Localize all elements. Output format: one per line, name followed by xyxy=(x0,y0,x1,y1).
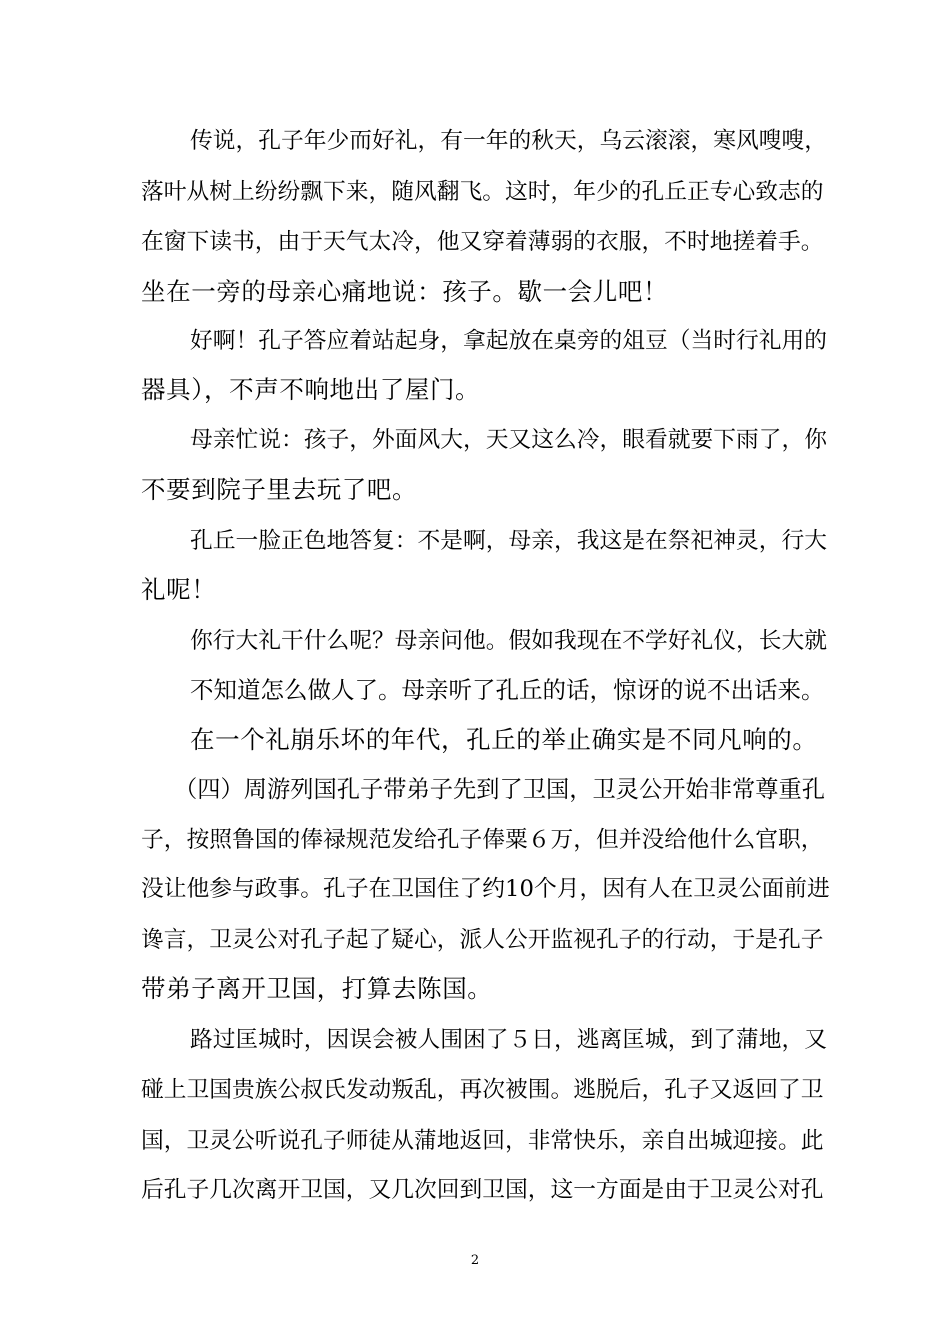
text-line: 不要到院子里去玩了吧。 xyxy=(141,475,418,504)
text-line: 谗言，卫灵公对孔子起了疑心，派人公开监视孔子的行动，于是孔子 xyxy=(141,927,824,953)
text-line: （四）周游列国孔子带弟子先到了卫国，卫灵公开始非常尊重孔 xyxy=(174,776,826,803)
text-line: 不知道怎么做人了。母亲听了孔丘的话，惊讶的说不出话来。 xyxy=(190,676,825,704)
text-line: 器具），不声不响地出了屋门。 xyxy=(141,375,481,404)
text-line: 子，按照鲁国的俸禄规范发给孔子俸粟６万，但并没给他什么官职， xyxy=(141,827,824,853)
text-line: 碰上卫国贵族公叔氏发动叛乱，再次被围。逃脱后，孔子又返回了卫 xyxy=(141,1077,824,1103)
text-line: 传说，孔子年少而好礼，有一年的秋天，乌云滚滚，寒风嗖嗖， xyxy=(190,128,827,154)
text-line: 坐在一旁的母亲心痛地说：孩子。歇一会儿吧！ xyxy=(141,277,669,306)
text-line: 好啊！孔子答应着站起身，拿起放在桌旁的俎豆（当时行礼用的 xyxy=(190,328,827,354)
page-number: 2 xyxy=(470,1253,480,1268)
text-line: 落叶从树上纷纷飘下来，随风翻飞。这时，年少的孔丘正专心致志的 xyxy=(141,179,824,205)
text-line: 国，卫灵公听说孔子师徒从蒲地返回，非常快乐，亲自出城迎接。此 xyxy=(141,1128,824,1154)
text-line: 在窗下读书，由于天气太冷，他又穿着薄弱的衣服，不时地搓着手。 xyxy=(141,229,824,255)
text-line: 路过匡城时，因误会被人围困了５日，逃离匡城，到了蒲地，又 xyxy=(190,1027,827,1053)
text-line: 母亲忙说：孩子，外面风大，天又这么冷，眼看就要下雨了，你 xyxy=(190,427,827,453)
text-line: 你行大礼干什么呢？母亲问他。假如我现在不学好礼仪，长大就 xyxy=(190,628,827,654)
text-line: 孔丘一脸正色地答复：不是啊，母亲，我这是在祭祀神灵，行大 xyxy=(190,528,827,554)
text-line: 没让他参与政事。孔子在卫国住了约10个月，因有人在卫灵公面前进 xyxy=(141,876,830,902)
text-line: 带弟子离开卫国，打算去陈国。 xyxy=(141,974,493,1003)
text-line: 后孔子几次离开卫国，又几次回到卫国，这一方面是由于卫灵公对孔 xyxy=(141,1177,824,1203)
text-line: 礼呢！ xyxy=(141,575,217,604)
text-line: 在一个礼崩乐坏的年代，孔丘的举止确实是不同凡响的。 xyxy=(190,725,818,754)
